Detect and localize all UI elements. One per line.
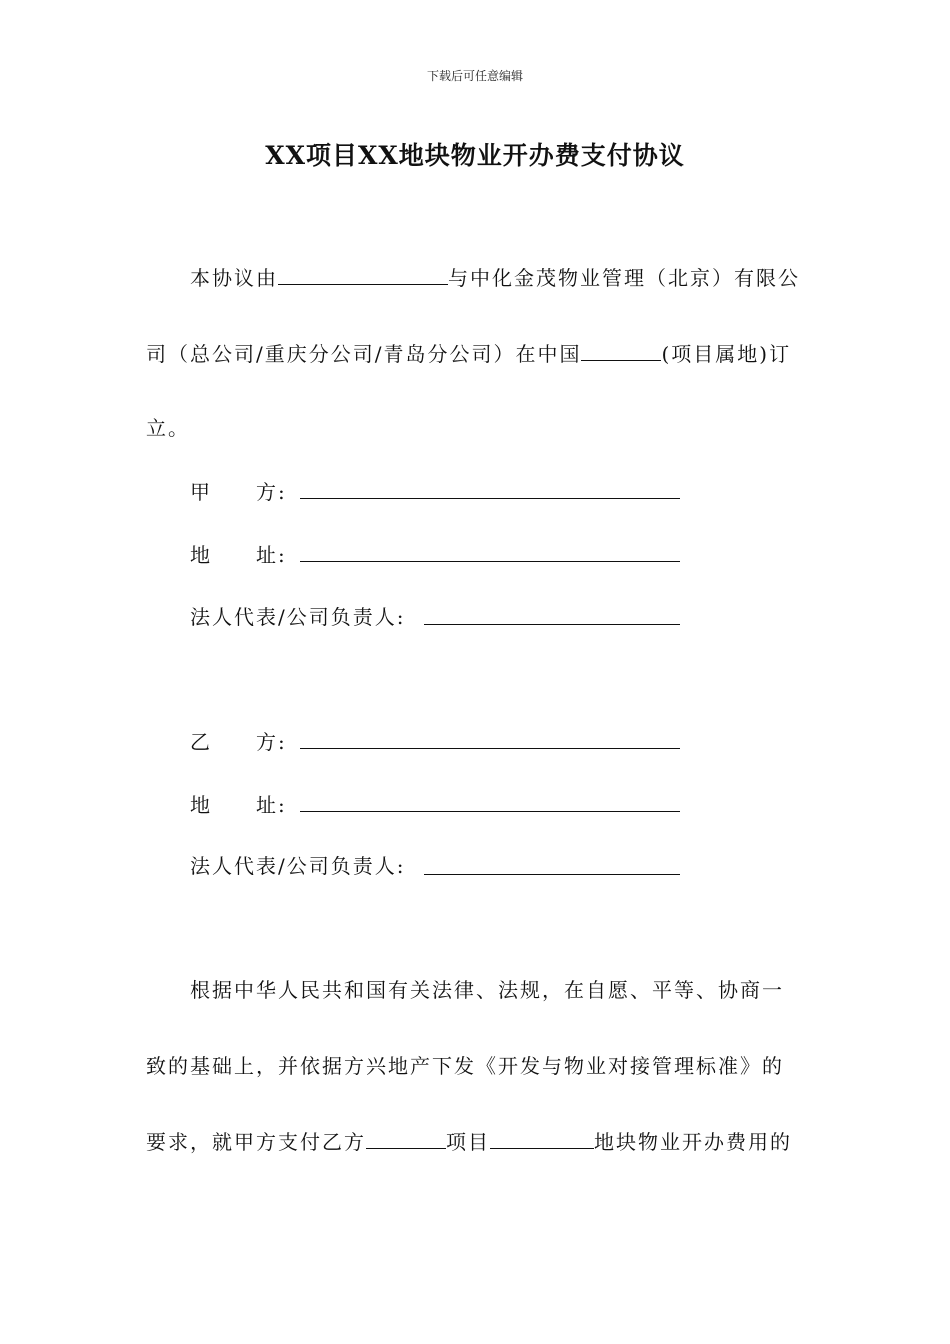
- intro-line-3: 立。: [146, 416, 190, 440]
- party-a-name-field[interactable]: [300, 498, 680, 499]
- party-a-address-label: 地: [190, 543, 212, 567]
- party-b-address-label: 地: [190, 793, 212, 817]
- party-a-name-label: 甲: [190, 480, 212, 504]
- party-b-name-label: 乙: [190, 730, 212, 754]
- blank-plot-name[interactable]: [490, 1128, 594, 1149]
- blank-project-name[interactable]: [366, 1128, 446, 1149]
- body-line-1: 根据中华人民共和国有关法律、法规，在自愿、平等、协商一: [190, 978, 784, 1002]
- party-a-address-label-2: 址:: [256, 543, 287, 567]
- body-text: 地块物业开办费用的: [594, 1130, 792, 1154]
- intro-text: (项目属地)订: [661, 342, 792, 366]
- blank-project-location[interactable]: [581, 340, 661, 361]
- party-b-rep-field[interactable]: [424, 874, 680, 875]
- party-b-address-label-2: 址:: [256, 793, 287, 817]
- party-b-address-field[interactable]: [300, 811, 680, 812]
- party-a-rep-field[interactable]: [424, 624, 680, 625]
- document-title: XX项目XX地块物业开办费支付协议: [265, 141, 685, 170]
- body-line-2: 致的基础上，并依据方兴地产下发《开发与物业对接管理标准》的: [146, 1054, 784, 1078]
- blank-party-a[interactable]: [278, 264, 448, 285]
- intro-text: 本协议由: [190, 266, 278, 290]
- party-b-name-label-2: 方:: [256, 730, 287, 754]
- body-text: 项目: [446, 1130, 490, 1154]
- party-a-address-field[interactable]: [300, 561, 680, 562]
- party-a-name-label-2: 方:: [256, 480, 287, 504]
- intro-line-1: [190, 264, 800, 292]
- party-b-rep-label: 法人代表/公司负责人:: [190, 854, 406, 878]
- body-text: 要求，就甲方支付乙方: [146, 1130, 366, 1154]
- party-b-name-field[interactable]: [300, 748, 680, 749]
- intro-text: 司（总公司/重庆分公司/青岛分公司）在中国: [146, 342, 582, 366]
- header-note: 下载后可任意编辑: [426, 69, 523, 83]
- intro-text: 与中化金茂物业管理（北京）有限公: [448, 266, 800, 290]
- party-a-rep-label: 法人代表/公司负责人:: [190, 605, 406, 629]
- body-line-3: [146, 1128, 792, 1156]
- intro-line-2: [146, 340, 791, 368]
